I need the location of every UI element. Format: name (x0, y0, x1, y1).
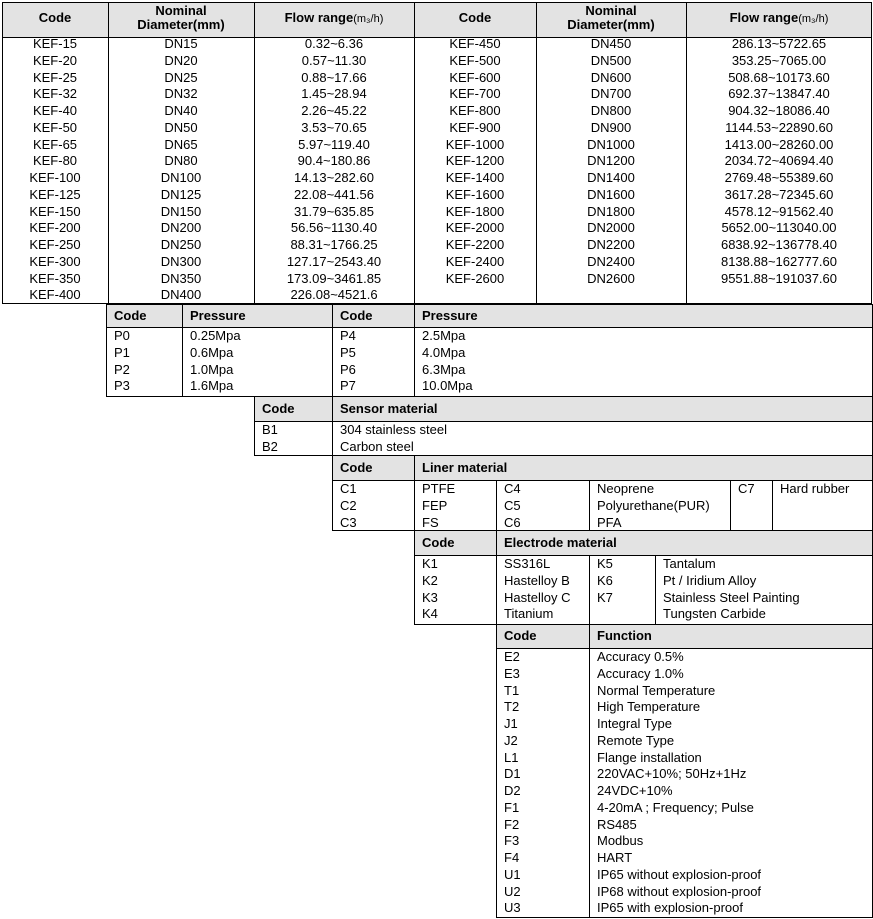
liner-codes-col2 (504, 481, 521, 531)
left-range-list (254, 36, 414, 304)
flow-range: 88.31~1766.25 (290, 237, 378, 252)
nominal-diameter: DN1800 (587, 203, 635, 219)
liner-code: C5 (504, 497, 521, 513)
liner-codes-col1 (340, 481, 357, 531)
liner-values-col1 (422, 481, 455, 531)
nominal-diameter: DN1200 (587, 153, 635, 169)
liner-code: C4 (504, 481, 521, 496)
electrode-col-divider (496, 530, 497, 625)
sensor-code: B2 (262, 438, 278, 454)
header-flow-unit: (m₃/h) (353, 13, 384, 25)
liner-header-material: Liner material (422, 460, 508, 475)
liner-col-divider (589, 481, 590, 531)
nominal-diameter: DN15 (164, 36, 198, 51)
pressure-code: P1 (114, 344, 130, 360)
electrode-header-material: Electrode material (504, 535, 617, 550)
electrode-values-col2 (663, 556, 800, 623)
electrode-material: Titanium (504, 606, 554, 622)
header-diameter-right (536, 4, 686, 32)
flow-range: 904.32~18086.40 (728, 103, 830, 118)
nominal-diameter: DN2400 (587, 253, 635, 269)
model-code: KEF-800 (449, 103, 501, 118)
pressure-value: 10.0Mpa (422, 378, 473, 394)
function-code: E3 (504, 665, 520, 681)
model-code: KEF-1200 (445, 153, 505, 169)
liner-code: C7 (738, 481, 755, 496)
function-code: U2 (504, 883, 521, 899)
electrode-code: K3 (422, 589, 438, 605)
flow-range: 22.08~441.56 (294, 186, 374, 202)
header-code-right: Code (458, 10, 492, 25)
nominal-diameter: DN500 (590, 52, 632, 68)
flow-range: 2.26~45.22 (301, 103, 367, 118)
model-code: KEF-1600 (445, 186, 505, 202)
sensor-col-divider (332, 396, 333, 456)
flow-range: 5652.00~113040.00 (721, 220, 837, 236)
sensor-material: 304 stainless steel (340, 422, 447, 437)
model-code: KEF-20 (32, 52, 78, 68)
function-description: IP68 without explosion-proof (597, 883, 762, 899)
liner-values-col2 (597, 481, 710, 531)
liner-material: PTFE (422, 481, 456, 496)
flow-range: 0.32~6.36 (304, 36, 364, 51)
flow-range: 353.25~7065.00 (731, 52, 827, 68)
function-description: Accuracy 0.5% (597, 649, 684, 664)
nominal-diameter: DN300 (160, 253, 202, 269)
nominal-diameter: DN80 (164, 153, 198, 169)
function-code: F4 (504, 850, 520, 865)
electrode-code: K4 (422, 606, 438, 622)
function-code: L1 (504, 749, 519, 765)
liner-header-code: Code (340, 460, 373, 475)
liner-col-divider (772, 481, 773, 531)
function-code: F3 (504, 833, 520, 849)
nominal-diameter: DN700 (590, 86, 632, 102)
model-code: KEF-300 (29, 253, 81, 269)
header-flow-left (254, 10, 414, 28)
model-code: KEF-2200 (445, 237, 505, 252)
electrode-material: SS316L (504, 556, 551, 571)
flow-range: 0.88~17.66 (301, 69, 367, 85)
electrode-code: K2 (422, 572, 438, 588)
flow-range: 692.37~13847.40 (728, 86, 830, 102)
function-description: Modbus (597, 833, 644, 849)
function-description: IP65 without explosion-proof (597, 866, 762, 882)
nominal-diameter: DN65 (164, 136, 198, 152)
function-description: 220VAC+10%; 50Hz+1Hz (597, 766, 747, 782)
nominal-diameter: DN125 (160, 186, 202, 202)
electrode-material: Stainless Steel Painting (663, 589, 800, 605)
flow-range: 8138.88~162777.60 (720, 253, 838, 269)
left-diameter-list (108, 36, 254, 304)
model-code: KEF-150 (29, 203, 81, 219)
header-flow-label: Flow range (729, 10, 799, 25)
model-code: KEF-600 (449, 69, 501, 85)
nominal-diameter: DN100 (160, 170, 202, 185)
function-description: High Temperature (597, 699, 701, 715)
function-values (597, 649, 761, 917)
nominal-diameter: DN350 (160, 270, 202, 286)
nominal-diameter: DN200 (160, 220, 202, 236)
function-description: Accuracy 1.0% (597, 665, 684, 681)
sensor-header-material: Sensor material (340, 401, 438, 416)
sensor-codes (262, 422, 278, 456)
electrode-code: K1 (422, 556, 438, 571)
sensor-header-code: Code (262, 401, 295, 416)
model-code: KEF-2000 (445, 220, 505, 236)
header-diameter-line1: Nominal (585, 3, 637, 18)
electrode-col-divider (589, 556, 590, 625)
model-code: KEF-25 (32, 69, 78, 85)
flow-range: 1144.53~22890.60 (725, 119, 833, 135)
function-code: J1 (504, 716, 518, 731)
model-code: KEF-900 (449, 119, 501, 135)
function-code: T2 (504, 699, 520, 715)
liner-code: C1 (340, 481, 357, 496)
model-code: KEF-2400 (445, 253, 505, 269)
electrode-material: Hastelloy B (504, 572, 570, 588)
function-code: D1 (504, 766, 521, 782)
function-codes (504, 649, 521, 917)
liner-material: FEP (422, 497, 448, 513)
liner-material: Hard rubber (780, 481, 850, 496)
pressure-value: 1.6Mpa (190, 378, 234, 394)
model-code: KEF-125 (29, 186, 81, 202)
model-code: KEF-1800 (445, 203, 505, 219)
liner-col-divider (496, 481, 497, 531)
function-code: J2 (504, 732, 518, 748)
nominal-diameter: DN800 (590, 103, 632, 118)
sensor-materials (340, 422, 447, 456)
electrode-col-divider (655, 556, 656, 625)
flow-range: 286.13~5722.65 (731, 36, 827, 51)
pressure-col-divider (414, 304, 415, 397)
pressure-header-pressure: Pressure (190, 308, 246, 323)
flow-range: 1413.00~28260.00 (724, 136, 834, 152)
pressure-header-code: Code (340, 308, 373, 323)
liner-col-divider (730, 481, 731, 531)
nominal-diameter: DN40 (164, 103, 198, 118)
right-diameter-list (536, 36, 686, 287)
liner-col-divider (414, 455, 415, 531)
pressure-code: P6 (340, 361, 356, 377)
model-code: KEF-15 (32, 36, 78, 51)
function-code: U1 (504, 866, 521, 882)
flow-range: 127.17~2543.40 (286, 253, 382, 269)
pressure-value: 0.25Mpa (190, 328, 241, 343)
electrode-code: K7 (597, 589, 613, 605)
nominal-diameter: DN25 (164, 69, 198, 85)
pressure-code: P2 (114, 361, 130, 377)
pressure-col-divider (182, 304, 183, 397)
nominal-diameter: DN400 (160, 287, 202, 303)
function-description: IP65 with explosion-proof (597, 900, 743, 916)
nominal-diameter: DN50 (164, 119, 198, 135)
function-header-code: Code (504, 628, 537, 643)
right-range-list (686, 36, 872, 287)
model-code: KEF-450 (449, 36, 501, 51)
function-code: T1 (504, 682, 520, 698)
liner-code: C2 (340, 497, 357, 513)
pressure-right-values (422, 328, 473, 395)
function-code: F2 (504, 816, 520, 832)
header-code-left: Code (38, 10, 72, 25)
nominal-diameter: DN1400 (587, 170, 635, 185)
function-description: Flange installation (597, 749, 702, 765)
function-code: E2 (504, 649, 520, 664)
liner-material: PFA (597, 514, 622, 530)
nominal-diameter: DN1600 (587, 186, 635, 202)
pressure-code: P7 (340, 378, 356, 394)
function-col-divider (589, 624, 590, 918)
flow-range: 3.53~70.65 (301, 119, 367, 135)
function-description: 4-20mA ; Frequency; Pulse (597, 799, 754, 815)
nominal-diameter: DN600 (590, 69, 632, 85)
flow-range: 508.68~10173.60 (728, 69, 830, 85)
electrode-header-code: Code (422, 535, 455, 550)
flow-range: 0.57~11.30 (301, 52, 367, 68)
flow-range: 31.79~635.85 (294, 203, 374, 219)
nominal-diameter: DN1000 (587, 136, 635, 152)
function-description: Integral Type (597, 716, 672, 731)
pressure-right-codes (340, 328, 356, 395)
electrode-codes-col1 (422, 556, 438, 623)
right-code-list (414, 36, 536, 287)
pressure-code: P0 (114, 328, 130, 343)
model-code: KEF-40 (32, 103, 78, 118)
header-flow-right (686, 10, 872, 28)
flow-range: 173.09~3461.85 (286, 270, 382, 286)
liner-code: C3 (340, 514, 357, 530)
function-description: 24VDC+10% (597, 783, 673, 798)
nominal-diameter: DN2200 (587, 237, 635, 252)
function-code: D2 (504, 783, 521, 798)
liner-material: Neoprene (597, 481, 655, 496)
electrode-code: K5 (597, 556, 613, 571)
function-description: Remote Type (597, 732, 675, 748)
flow-range: 5.97~119.40 (298, 136, 370, 152)
flow-range: 2769.48~55389.60 (724, 170, 834, 185)
sensor-material: Carbon steel (340, 438, 414, 454)
sensor-code: B1 (262, 422, 278, 437)
header-flow-unit: (m₃/h) (798, 13, 829, 25)
function-description: HART (597, 850, 633, 865)
electrode-codes-col2 (597, 556, 613, 606)
pressure-value: 1.0Mpa (190, 361, 234, 377)
pressure-value: 2.5Mpa (422, 328, 466, 343)
nominal-diameter: DN32 (164, 86, 198, 102)
electrode-material: Tungsten Carbide (663, 606, 766, 622)
model-code: KEF-200 (29, 220, 81, 236)
function-code: F1 (504, 799, 520, 815)
liner-material: Polyurethane(PUR) (597, 497, 710, 513)
function-header-function: Function (597, 628, 652, 643)
flow-range: 4578.12~91562.40 (724, 203, 834, 219)
function-description: RS485 (597, 816, 637, 832)
header-flow-label: Flow range (284, 10, 354, 25)
electrode-values-col1 (504, 556, 570, 623)
nominal-diameter: DN2600 (587, 270, 635, 286)
model-code: KEF-350 (29, 270, 81, 286)
model-code: KEF-500 (449, 52, 501, 68)
flow-range: 1.45~28.94 (301, 86, 367, 102)
electrode-material: Pt / Iridium Alloy (663, 572, 757, 588)
nominal-diameter: DN250 (160, 237, 202, 252)
function-description: Normal Temperature (597, 682, 716, 698)
nominal-diameter: DN20 (164, 52, 198, 68)
nominal-diameter: DN900 (590, 119, 632, 135)
pressure-col-divider (332, 304, 333, 397)
model-code: KEF-700 (449, 86, 501, 102)
pressure-value: 0.6Mpa (190, 344, 234, 360)
model-code: KEF-65 (32, 136, 78, 152)
pressure-code: P5 (340, 344, 356, 360)
nominal-diameter: DN450 (590, 36, 632, 51)
liner-code: C6 (504, 514, 521, 530)
liner-material: FS (422, 514, 439, 530)
liner-values-col3 (780, 481, 849, 498)
pressure-value: 6.3Mpa (422, 361, 466, 377)
model-code: KEF-2600 (445, 270, 505, 286)
model-code: KEF-250 (29, 237, 81, 252)
header-diameter-line1: Nominal (155, 3, 207, 18)
pressure-left-values (190, 328, 241, 395)
model-code: KEF-50 (32, 119, 78, 135)
flow-range: 6838.92~136778.40 (720, 237, 838, 252)
pressure-header-code: Code (114, 308, 147, 323)
function-table-header (496, 624, 873, 649)
model-code: KEF-32 (32, 86, 78, 102)
flow-range: 90.4~180.86 (297, 153, 371, 169)
liner-codes-col3 (738, 481, 755, 498)
nominal-diameter: DN150 (160, 203, 202, 219)
flow-range: 56.56~1130.40 (290, 220, 378, 236)
electrode-code: K6 (597, 572, 613, 588)
nominal-diameter: DN2000 (587, 220, 635, 236)
pressure-header-pressure: Pressure (422, 308, 478, 323)
model-code: KEF-1400 (445, 170, 505, 185)
pressure-left-codes (114, 328, 130, 395)
model-code: KEF-80 (32, 153, 78, 169)
pressure-value: 4.0Mpa (422, 344, 466, 360)
electrode-material: Tantalum (663, 556, 716, 571)
model-code: KEF-400 (29, 287, 81, 303)
electrode-table-header (414, 530, 873, 556)
model-code: KEF-1000 (445, 136, 505, 152)
flow-range: 14.13~282.60 (294, 170, 374, 185)
flow-range: 2034.72~40694.40 (724, 153, 834, 169)
electrode-material: Hastelloy C (504, 589, 571, 605)
flow-range: 9551.88~191037.60 (720, 270, 838, 286)
pressure-code: P3 (114, 378, 130, 394)
header-diameter-left (108, 4, 254, 32)
flow-range: 3617.28~72345.60 (724, 186, 834, 202)
header-diameter-line2: Diameter(mm) (137, 17, 225, 32)
header-diameter-line2: Diameter(mm) (567, 17, 655, 32)
function-code: U3 (504, 900, 521, 916)
model-code: KEF-100 (29, 170, 81, 185)
left-code-list (2, 36, 108, 304)
flow-range: 226.08~4521.6 (290, 287, 378, 303)
pressure-code: P4 (340, 328, 356, 343)
